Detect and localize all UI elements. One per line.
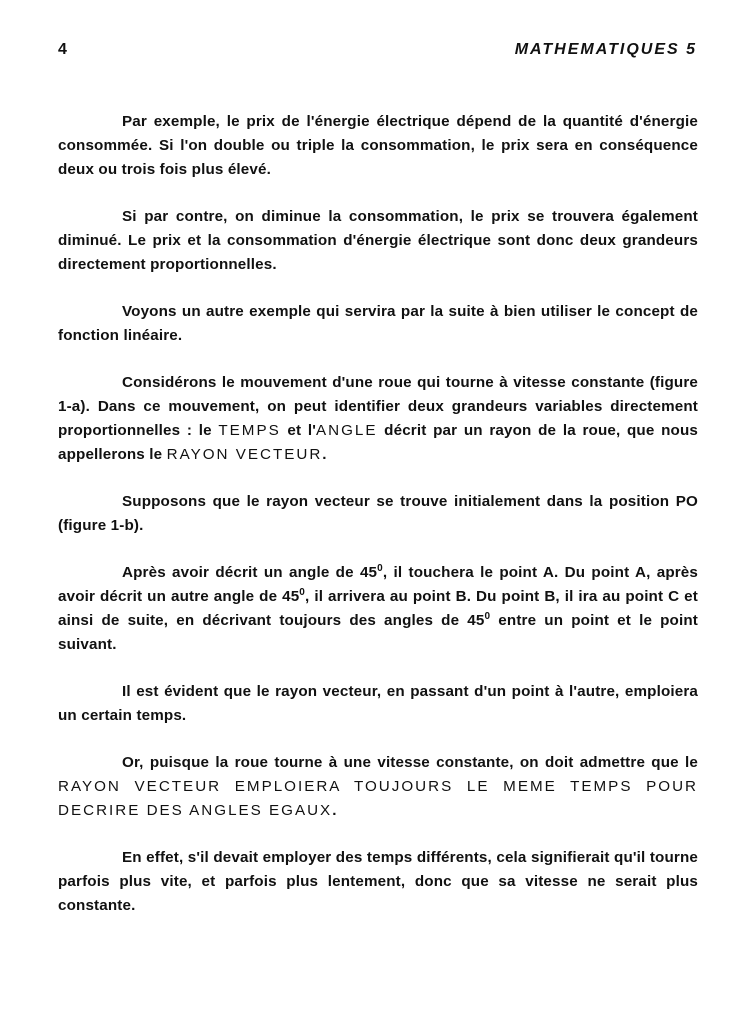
body-text [58,110,698,941]
paragraph-4-text-c: décrit par un rayon de la roue, que nous appellerons le [58,422,698,463]
paragraph-2: Si par contre, on diminue la consommation, le prix se trouvera également diminué. Le prix et la consommation d'énergie électrique sont donc deux grandeurs directement proportionnelles. [58,208,698,273]
paragraph-6 [58,561,698,657]
paragraph-8 [58,751,698,823]
paragraph-8-end: . [332,802,337,819]
paragraph-6-text-c: , il arrivera au point B. Du point B, il ira au point C et ainsi de suite, en décrivant toujours des angles de 45 [58,588,698,629]
paragraph-9: En effet, s'il devait employer des temps différents, cela signifierait qu'il tourne parfois plus vite, et parfois plus lentement, donc que sa vitesse ne serait plus constante. [58,849,698,914]
paragraph-4 [58,371,698,467]
degree-mark: 0 [299,587,306,598]
paragraph-4-text-b: et l' [280,422,316,439]
paragraph-5: Supposons que le rayon vecteur se trouve initialement dans la position PO (figure 1-b). [58,493,698,534]
paragraph-4-end: . [322,446,327,463]
paragraph-7: Il est évident que le rayon vecteur, en passant d'un point à l'autre, emploiera un certain temps. [58,683,698,724]
degree-mark: 0 [484,611,491,622]
paragraph-3: Voyons un autre exemple qui servira par la suite à bien utiliser le concept de fonction linéaire. [58,303,698,344]
running-title: MATHEMATIQUES 5 [514,41,697,58]
term-angle: ANGLE [316,422,378,439]
paragraph-6-text-d: entre un point et le point suivant. [58,612,698,653]
degree-mark: 0 [377,563,383,574]
paragraph-8-text: Or, puisque la roue tourne à une vitesse constante, on doit admettre que le [122,754,698,771]
paragraph-1: Par exemple, le prix de l'énergie électrique dépend de la quantité d'énergie consommée. Si l'on double ou triple la consommation, le prix sera en conséquence deux ou trois fois plus élevé. [58,113,698,178]
paragraph-6-text-a: Après avoir décrit un angle de 45 [122,564,378,581]
emphasized-statement: RAYON VECTEUR EMPLOIERA TOUJOURS LE MEME TEMPS POUR DECRIRE DES ANGLES EGAUX [58,778,698,819]
page-number: 4 [58,41,67,58]
term-temps: TEMPS [218,422,281,439]
term-rayon-vecteur: RAYON VECTEUR [166,446,323,463]
paragraph-4-text-a: Considérons le mouvement d'une roue qui tourne à vitesse constante (figure 1-a). Dans ce mouvement, on peut identifier deux grandeurs variables directement proportionnelles : le [58,374,698,439]
paragraph-6-text-b: , il touchera le point A. Du point A, après avoir décrit un autre angle de 45 [58,564,698,605]
page-header [58,41,697,65]
